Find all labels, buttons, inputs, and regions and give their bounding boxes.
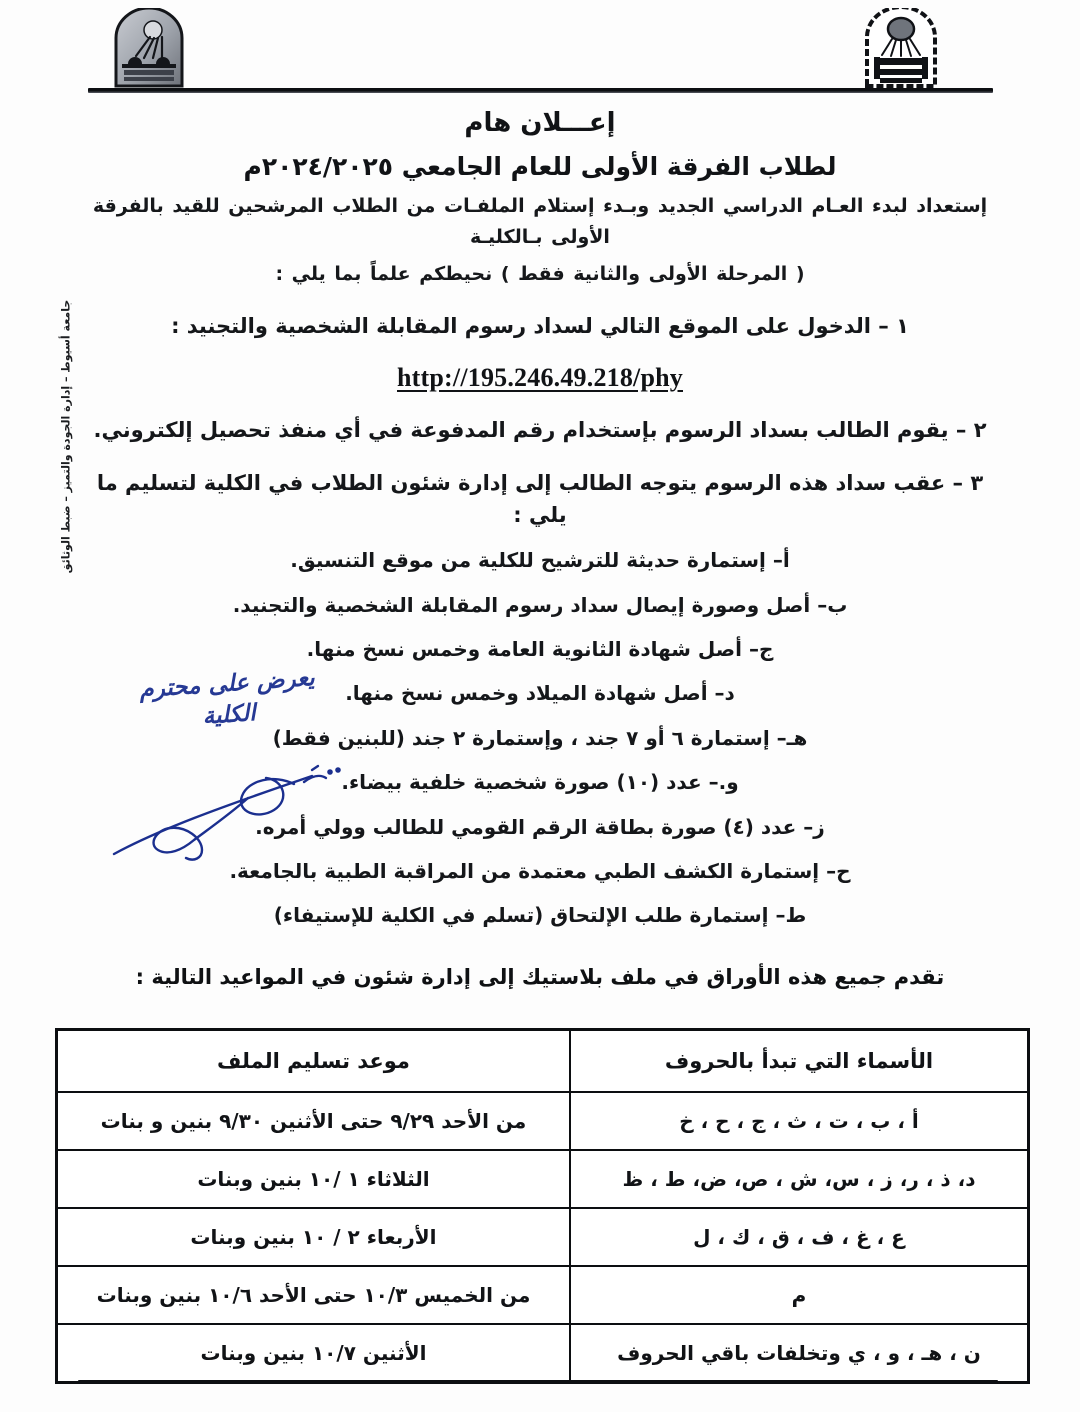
schedule-table-head [57,1030,1029,1093]
payment-url-line [78,363,1002,393]
handwritten-note-line-1: يعرض على محترم [138,663,316,704]
sub-item-text: أصل وصورة إيصال سداد رسوم المقابلة الشخصية والتجنيد. [232,592,811,617]
cell-date: الأربعاء ٢ / ١٠ بنين وبنات [57,1208,570,1266]
table-row [57,1324,1029,1383]
assiut-university-logo-left [110,8,188,88]
numbered-item-1-text: الدخول على الموقع التالي لسداد رسوم المقابلة الشخصية والتجنيد : [171,314,871,339]
required-documents-list [78,545,1002,931]
list-item [78,590,1002,620]
cell-date: من الخميس ١٠/٣ حتى الأحد ١٠/٦ بنين وبنات [57,1266,570,1324]
column-header-letters: الأسماء التي تبدأ بالحروف [570,1030,1029,1093]
header-divider [88,88,993,93]
sub-item-text: إستمارة الكشف الطبي معتمدة من المراقبة الطبية بالجامعة. [229,859,820,884]
list-item [78,723,1002,753]
table-caption: تقدم جميع هذه الأوراق في ملف بلاستيك إلى إدارة شئون في المواعيد التالية : [135,964,945,989]
column-header-date: موعد تسليم الملف [57,1030,570,1093]
sub-item-text: إستمارة ٦ أو ٧ جند ، وإستمارة ٢ جند (للبنين فقط) [272,725,770,750]
handwritten-note-line-2: الكلية [201,699,257,730]
numbered-item-2-marker: ٢ – [955,417,987,442]
sub-item-marker: ز– [803,814,825,839]
list-item [78,634,1002,664]
table-row [57,1150,1029,1208]
sub-item-marker: د– [714,681,735,706]
footer-divider [78,1380,998,1384]
sub-item-text: أصل شهادة الثانوية العامة وخمس نسخ منها. [306,637,742,662]
margin-vertical-text: جامعة أسيوط – إدارة الجودة والتميز – ضبط الوثائق [59,299,73,574]
sub-item-marker: ج– [748,637,774,662]
sub-item-text: عدد (١٠) صورة شخصية خلفية بيضاء. [341,770,702,795]
numbered-item-2-text: يقوم الطالب بسداد الرسوم بإستخدام رقم المدفوعة في أي منفذ تحصيل إلكتروني. [93,417,949,442]
intro-line-1: إستعداد لبدء العـام الدراسي الجديد وبـدء إستلام الملفـات من الطلاب المرشحين للقيد بالفرقة الأولى بـالكليـة [92,195,988,248]
schedule-table [55,1028,1030,1384]
numbered-item-1 [78,311,1002,343]
cell-letters: ع ، غ ، ف ، ق ، ك ، ل [570,1208,1029,1266]
list-item [78,767,1002,797]
sub-item-marker: هـ– [776,725,808,750]
sub-item-marker: و.– [708,770,739,795]
numbered-item-3-marker: ٣ – [952,471,984,496]
cell-letters: م [570,1266,1029,1324]
intro-line-2: ( المرحلة الأولى والثانية فقط ) نحيطكم علماً بما يلي : [275,262,805,285]
assiut-university-logo-right [862,8,940,88]
cell-letters: د، ذ ، ر، ز ، س، ش ، ص، ض، ط ، ظ [570,1150,1029,1208]
list-item [78,545,1002,575]
sub-item-text: إستمارة حديثة للترشيح للكلية من موقع التنسيق. [290,548,766,573]
sub-item-marker: أ– [772,548,790,573]
sub-item-marker: ح– [826,859,851,884]
sub-item-marker: ب– [817,592,848,617]
numbered-item-2 [78,415,1002,447]
header-logo-row [0,4,1080,94]
schedule-table-wrapper [55,1028,1030,1384]
list-item [78,900,1002,930]
page-subtitle: لطلاب الفرقة الأولى للعام الجامعي ٢٠٢٤/٢٠٢٥م [243,152,837,181]
cell-date: من الأحد ٩/٢٩ حتى الأثنين ٩/٣٠ بنين و بنات [57,1092,570,1150]
table-header-row [57,1030,1029,1093]
sub-item-text: أصل شهادة الميلاد وخمس نسخ منها. [345,681,708,706]
table-row [57,1092,1029,1150]
payment-url-link[interactable]: http://195.246.49.218/phy [397,362,683,392]
table-row [57,1208,1029,1266]
table-row [57,1266,1029,1324]
list-item [78,856,1002,886]
schedule-table-body [57,1092,1029,1383]
list-item [78,678,1002,708]
document-body [78,100,1002,999]
numbered-item-3-text: عقب سداد هذه الرسوم يتوجه الطالب إلى إدارة شئون الطلاب في الكلية لتسليم ما يلي : [96,471,946,527]
cell-letters: أ ، ب ، ت ، ث ، ج ، ح ، خ [570,1092,1029,1150]
cell-letters: ن ، هـ ، و ، ي وتخلفات باقي الحروف [570,1324,1029,1383]
list-item [78,812,1002,842]
numbered-item-1-marker: ١ – [878,314,909,339]
sub-item-marker: ط– [775,903,807,928]
page-title: إعـــلان هام [464,108,616,138]
sub-item-text: إستمارة طلب الإلتحاق (تسلم في الكلية للإستيفاء) [273,903,769,928]
numbered-item-3 [78,468,1002,531]
sub-item-text: عدد (٤) صورة بطاقة الرقم القومي للطالب وولي أمره. [255,814,797,839]
cell-date: الأثنين ١٠/٧ بنين وبنات [57,1324,570,1383]
cell-date: الثلاثاء ١ /١٠ بنين وبنات [57,1150,570,1208]
